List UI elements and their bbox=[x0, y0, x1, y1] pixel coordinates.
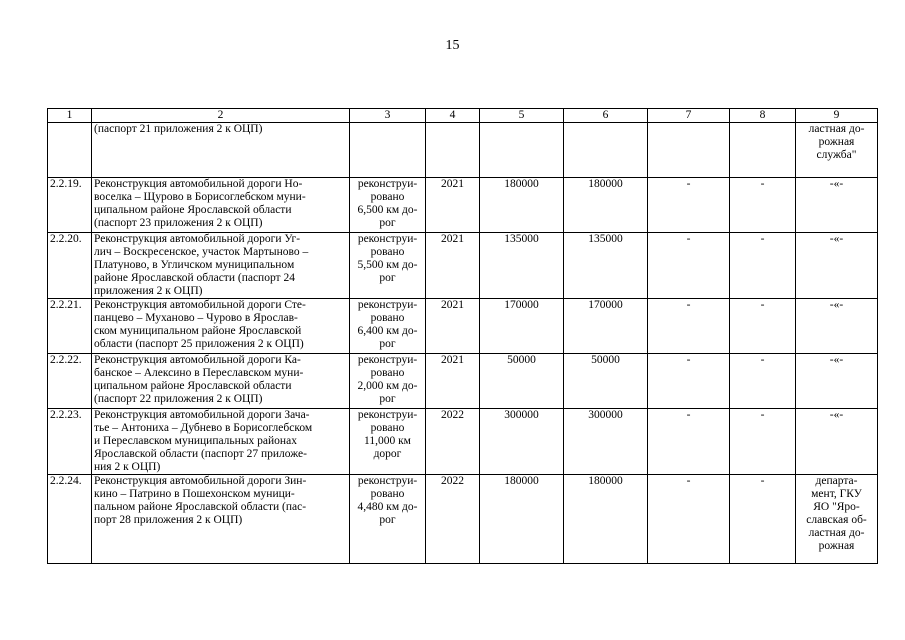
cell-year bbox=[426, 123, 480, 178]
cell-result bbox=[350, 123, 426, 178]
cell-result: реконструи- ровано 6,400 км до- рог bbox=[350, 299, 426, 354]
cell-regional: 300000 bbox=[564, 409, 648, 475]
cell-executor: -«- bbox=[796, 178, 878, 233]
cell-regional: 180000 bbox=[564, 475, 648, 564]
table-row bbox=[48, 299, 878, 354]
cell-col8: - bbox=[730, 354, 796, 409]
cell-result: реконструи- ровано 4,480 км до- рог bbox=[350, 475, 426, 564]
cell-col7: - bbox=[648, 354, 730, 409]
header-col-7: 7 bbox=[648, 109, 730, 123]
cell-total: 180000 bbox=[480, 178, 564, 233]
table-row bbox=[48, 475, 878, 564]
cell-result: реконструи- ровано 2,000 км до- рог bbox=[350, 354, 426, 409]
header-col-6: 6 bbox=[564, 109, 648, 123]
header-col-8: 8 bbox=[730, 109, 796, 123]
cell-year: 2021 bbox=[426, 299, 480, 354]
cell-num: 2.2.20. bbox=[48, 233, 92, 299]
cell-year: 2022 bbox=[426, 475, 480, 564]
cell-year: 2021 bbox=[426, 233, 480, 299]
cell-total bbox=[480, 123, 564, 178]
header-col-2: 2 bbox=[92, 109, 350, 123]
cell-col8: - bbox=[730, 233, 796, 299]
cell-col7: - bbox=[648, 475, 730, 564]
cell-name: (паспорт 21 приложения 2 к ОЦП) bbox=[92, 123, 350, 178]
cell-name: Реконструкция автомобильной дороги Зача- тье – Антониха – Дубнево в Борисоглебском и Переславском муниципальных районах Ярославской области (паспорт 27 приложе- ния 2 к ОЦП) bbox=[92, 409, 350, 475]
program-table bbox=[47, 108, 878, 564]
table-row bbox=[48, 409, 878, 475]
cell-result: реконструи- ровано 11,000 км дорог bbox=[350, 409, 426, 475]
header-col-9: 9 bbox=[796, 109, 878, 123]
cell-regional bbox=[564, 123, 648, 178]
cell-executor: ластная до- рожная служба" bbox=[796, 123, 878, 178]
cell-regional: 170000 bbox=[564, 299, 648, 354]
cell-executor: -«- bbox=[796, 299, 878, 354]
cell-col8 bbox=[730, 123, 796, 178]
cell-name: Реконструкция автомобильной дороги Уг- лич – Воскресенское, участок Мартыново – Платуново, в Угличском муниципальном районе Ярославской области (паспорт 24 приложения 2 к ОЦП) bbox=[92, 233, 350, 299]
page-number: 15 bbox=[445, 38, 460, 53]
cell-year: 2021 bbox=[426, 354, 480, 409]
cell-col7: - bbox=[648, 299, 730, 354]
cell-name: Реконструкция автомобильной дороги Ка- банское – Алексино в Переславском муни- ципальном районе Ярославской области (паспорт 22 приложения 2 к ОЦП) bbox=[92, 354, 350, 409]
header-col-5: 5 bbox=[480, 109, 564, 123]
header-col-1: 1 bbox=[48, 109, 92, 123]
cell-total: 170000 bbox=[480, 299, 564, 354]
cell-name: Реконструкция автомобильной дороги Зин- кино – Патрино в Пошехонском муници- пальном районе Ярославской области (пас- порт 28 приложения 2 к ОЦП) bbox=[92, 475, 350, 564]
continuation-row bbox=[48, 123, 878, 178]
cell-num: 2.2.22. bbox=[48, 354, 92, 409]
cell-regional: 135000 bbox=[564, 233, 648, 299]
cell-regional: 180000 bbox=[564, 178, 648, 233]
cell-col7 bbox=[648, 123, 730, 178]
cell-name: Реконструкция автомобильной дороги Сте- панцево – Муханово – Чурово в Ярослав- ском муниципальном районе Ярославской области (паспорт 25 приложения 2 к ОЦП) bbox=[92, 299, 350, 354]
cell-total: 50000 bbox=[480, 354, 564, 409]
cell-col8: - bbox=[730, 475, 796, 564]
header-col-3: 3 bbox=[350, 109, 426, 123]
table-row bbox=[48, 354, 878, 409]
cell-col7: - bbox=[648, 409, 730, 475]
cell-regional: 50000 bbox=[564, 354, 648, 409]
cell-name: Реконструкция автомобильной дороги Но- воселка – Щурово в Борисоглебском муни- ципальном районе Ярославской области (паспорт 23 приложения 2 к ОЦП) bbox=[92, 178, 350, 233]
header-row bbox=[48, 109, 878, 123]
cell-col7: - bbox=[648, 233, 730, 299]
table-row bbox=[48, 233, 878, 299]
cell-num: 2.2.23. bbox=[48, 409, 92, 475]
cell-year: 2022 bbox=[426, 409, 480, 475]
header-col-4: 4 bbox=[426, 109, 480, 123]
cell-col7: - bbox=[648, 178, 730, 233]
cell-num bbox=[48, 123, 92, 178]
cell-year: 2021 bbox=[426, 178, 480, 233]
cell-total: 135000 bbox=[480, 233, 564, 299]
cell-num: 2.2.19. bbox=[48, 178, 92, 233]
cell-executor: -«- bbox=[796, 354, 878, 409]
cell-num: 2.2.21. bbox=[48, 299, 92, 354]
table-row bbox=[48, 178, 878, 233]
cell-result: реконструи- ровано 5,500 км до- рог bbox=[350, 233, 426, 299]
cell-total: 180000 bbox=[480, 475, 564, 564]
cell-executor: -«- bbox=[796, 409, 878, 475]
cell-col8: - bbox=[730, 299, 796, 354]
cell-col8: - bbox=[730, 178, 796, 233]
cell-result: реконструи- ровано 6,500 км до- рог bbox=[350, 178, 426, 233]
cell-executor: -«- bbox=[796, 233, 878, 299]
cell-num: 2.2.24. bbox=[48, 475, 92, 564]
cell-total: 300000 bbox=[480, 409, 564, 475]
cell-executor: департа- мент, ГКУ ЯО "Яро- славская об- ластная до- рожная bbox=[796, 475, 878, 564]
cell-col8: - bbox=[730, 409, 796, 475]
